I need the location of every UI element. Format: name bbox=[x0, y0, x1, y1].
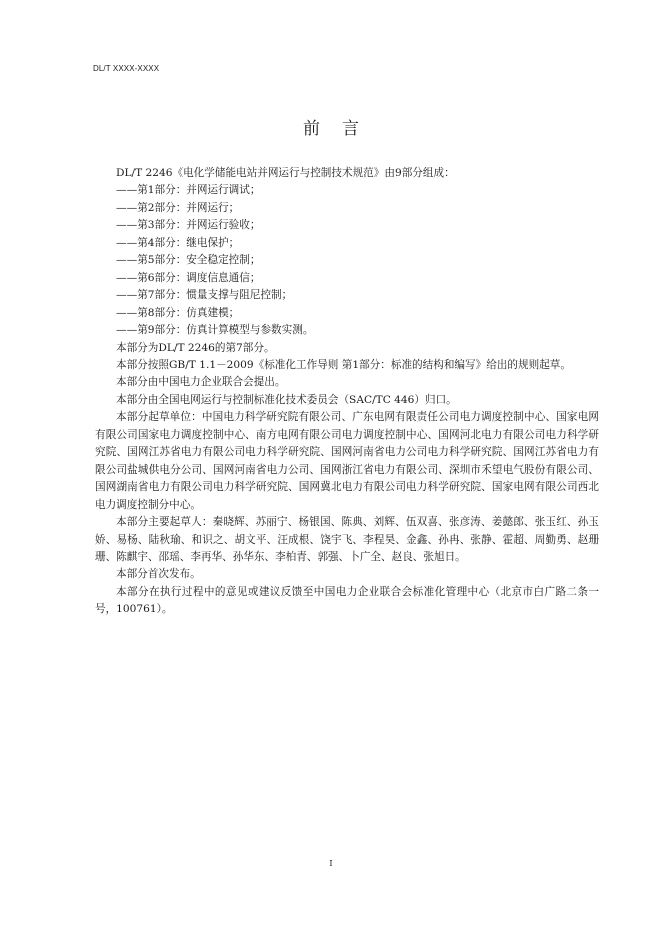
list-item: ——第3部分：并网运行验收； bbox=[116, 219, 261, 232]
feedback-statement: 本部分在执行过程中的意见或建议反馈至中国电力企业联合会标准化管理中心（北京市白广路二条一号，100761）。 bbox=[95, 585, 599, 616]
list-item: ——第4部分：继电保护； bbox=[116, 236, 240, 249]
committee-statement: 本部分由全国电网运行与控制标准化技术委员会（SAC/TC 446）归口。 bbox=[116, 393, 457, 406]
list-item: ——第9部分：仿真计算模型与参数实测。 bbox=[116, 324, 314, 337]
list-item: ——第1部分：并网运行调试； bbox=[116, 184, 261, 197]
intro-paragraph: DL/T 2246《电化学储能电站并网运行与控制技术规范》由9部分组成： bbox=[116, 167, 455, 179]
list-item: ——第5部分：安全稳定控制； bbox=[116, 254, 261, 267]
list-item: ——第7部分：惯量支撑与阻尼控制； bbox=[116, 289, 293, 302]
drafting-organizations: 本部分起草单位：中国电力科学研究院有限公司、广东电网有限责任公司电力调度控制中心、国家电网有限公司国家电力调度控制中心、南方电网有限公司电力调度控制中心、国网河北电力有限公司电力科学研究院、国网江苏省电力有限公司电力科学研究院、国网河南省电力公司电力科学研究院、国网江苏省电力有限公司盐城供电分公司、国网河南省电力公司、国网浙江省电力有限公司、深圳市禾望电气股份有限公司、国网湖南省电力有限公司电力科学研究院、国网冀北电力有限公司电力科学研究院、国家电网有限公司西北电力调度控制分中心。 bbox=[95, 411, 599, 511]
page-number: I bbox=[329, 859, 333, 868]
document-code: DL/T XXXX-XXXX bbox=[93, 64, 160, 73]
first-release-statement: 本部分首次发布。 bbox=[116, 568, 201, 581]
page-title: 前言 bbox=[303, 119, 381, 139]
drafting-rules-statement: 本部分按照GB/T 1.1－2009《标准化工作导则 第1部分：标准的结构和编写》给出的规则起草。 bbox=[116, 358, 571, 371]
list-item: ——第6部分：调度信息通信； bbox=[116, 271, 261, 284]
foreword-body bbox=[95, 165, 599, 619]
list-item: ——第2部分：并网运行； bbox=[116, 201, 240, 214]
main-drafters: 本部分主要起草人：秦晓辉、苏丽宁、杨银国、陈典、刘辉、伍双喜、张彦涛、姜懿郎、张玉红、孙玉娇、易杨、陆秋瑜、和识之、胡文平、汪成根、饶宇飞、李程昊、金鑫、孙冉、张静、霍超、周勤勇、赵珊珊、陈麒宇、邵瑶、李再华、孙华东、李柏青、郭强、卜广全、赵良、张旭日。 bbox=[95, 516, 599, 563]
list-item: ——第8部分：仿真建模； bbox=[116, 306, 240, 319]
proposer-statement: 本部分由中国电力企业联合会提出。 bbox=[116, 376, 286, 389]
part-statement: 本部分为DL/T 2246的第7部分。 bbox=[116, 341, 275, 354]
